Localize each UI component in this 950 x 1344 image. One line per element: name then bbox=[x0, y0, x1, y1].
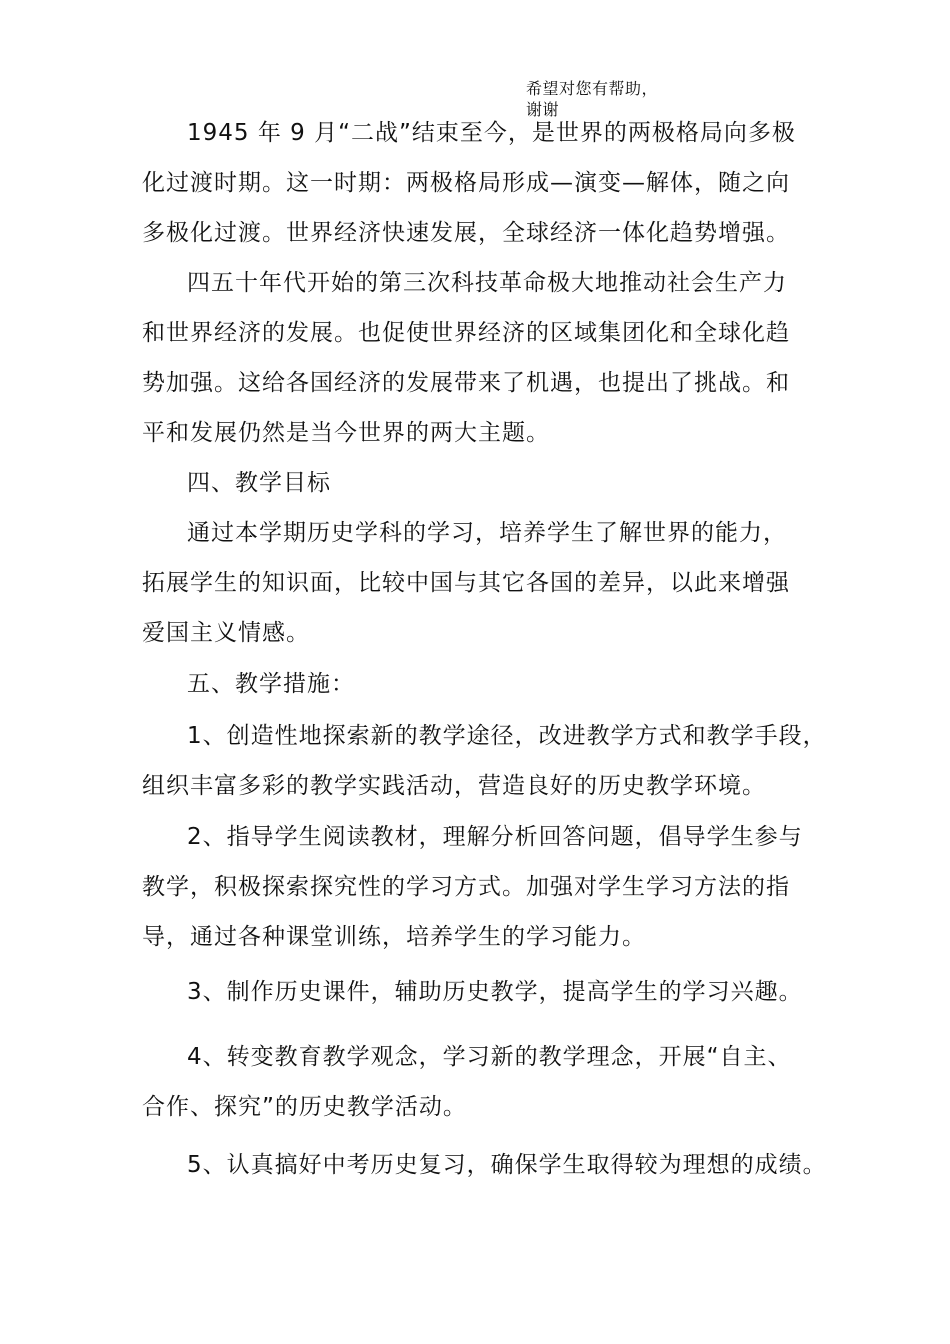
measure-item-line: 组织丰富多彩的教学实践活动，营造良好的历史教学环境。 bbox=[142, 773, 766, 799]
section-heading-teaching-measures: 五、教学措施： bbox=[187, 671, 355, 697]
measure-item-line: 1、创造性地探索新的教学途径，改进教学方式和教学手段， bbox=[187, 723, 827, 749]
paragraph-line: 和世界经济的发展。也促使世界经济的区域集团化和全球化趋 bbox=[142, 320, 790, 346]
section-heading-teaching-goals: 四、教学目标 bbox=[187, 470, 331, 496]
measure-item-line: 导，通过各种课堂训练，培养学生的学习能力。 bbox=[142, 924, 646, 950]
measure-item-line: 教学，积极探索探究性的学习方式。加强对学生学习方法的指 bbox=[142, 874, 790, 900]
header-note-line-2: 谢谢 bbox=[526, 100, 560, 119]
measure-item-line: 5、认真搞好中考历史复习，确保学生取得较为理想的成绩。 bbox=[187, 1152, 827, 1178]
measure-item-line: 合作、探究”的历史教学活动。 bbox=[142, 1094, 467, 1120]
header-note bbox=[526, 78, 658, 120]
header-note-line-1: 希望对您有帮助， bbox=[526, 79, 659, 98]
paragraph-line: 四五十年代开始的第三次科技革命极大地推动社会生产力 bbox=[187, 270, 787, 296]
paragraph-line: 势加强。这给各国经济的发展带来了机遇，也提出了挑战。和 bbox=[142, 370, 790, 396]
measure-item-line: 3、制作历史课件，辅助历史教学，提高学生的学习兴趣。 bbox=[187, 979, 803, 1005]
paragraph-line: 多极化过渡。世界经济快速发展，全球经济一体化趋势增强。 bbox=[142, 220, 790, 246]
measure-item-line: 2、指导学生阅读教材，理解分析回答问题，倡导学生参与 bbox=[187, 824, 803, 850]
paragraph-line: 拓展学生的知识面，比较中国与其它各国的差异，以此来增强 bbox=[142, 570, 790, 596]
paragraph-line: 通过本学期历史学科的学习，培养学生了解世界的能力， bbox=[187, 520, 787, 546]
measure-item-line: 4、转变教育教学观念，学习新的教学理念，开展“自主、 bbox=[187, 1044, 792, 1070]
paragraph-line: 平和发展仍然是当今世界的两大主题。 bbox=[142, 420, 550, 446]
paragraph-line: 化过渡时期。这一时期：两极格局形成—演变—解体，随之向 bbox=[142, 170, 790, 196]
paragraph-line: 爱国主义情感。 bbox=[142, 620, 310, 646]
paragraph-line: 1945 年 9 月“二战”结束至今，是世界的两极格局向多极 bbox=[187, 120, 796, 146]
